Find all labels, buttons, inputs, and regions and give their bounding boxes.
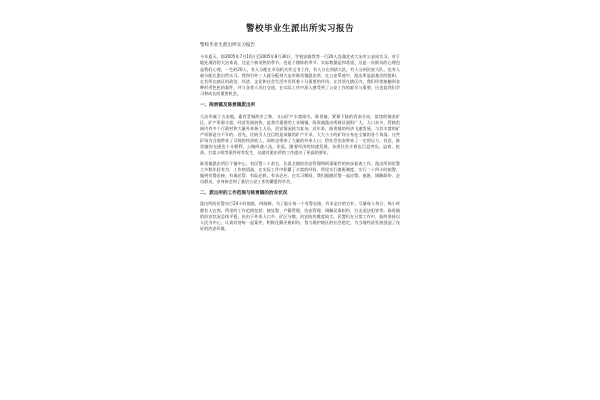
section-2-heading: 二、派出所的工作范围与陈贵镇的治安状况	[200, 191, 288, 197]
document-title: 警校毕业生派出所实习报告	[245, 24, 354, 34]
intro-paragraph: 今年夏天，即2005年7月10日至2005年8月30日，学校安排我等一行20人赴湖北省大冶市公安局实习。对于地处湘西的大冶来说，这是个极炎热的季节，也是个锤炼的季节。实际数据是和希望，这是一次极具的心理也是我们心理，一生的20人，有人分配在市局机关作文书工作，有人分在刑侦大队，有人分到治安大队，也有人被分配在派出所实习。我和另外三人就分配到大冶市陈贵镇派出所，在公安系统中，派出所是最基层的组织，在其所在辖区的政治、经济、文化和社会生活中发挥着十分重要的作用。在其所在辖区内，我们经常接触到各种形形色色的案件，并与各类人员打交道，在实际工作中深入感受到了公安工作的艰辛与重要，这也是我们学习和成长的重要机会。	[200, 54, 400, 97]
section-1-heading: 一、陈贵镇及陈贵镇派出所	[200, 103, 256, 109]
document-body	[200, 22, 400, 236]
document-subtitle: 警校毕业生派出所实习报告	[200, 43, 256, 48]
section-1-paragraph: 大冶市属于古冶地，素有青铜故乡之称，又以矿产丰富闻名。陈贵镇，紧靠下陆的西南方向，富饶的铜金矿区，矿产资源丰富，经济发展较快，是我市重要的工业城镇。陈贵镇派出所辖区面积广大，人口众多，管辖范围内有多个行政村和大量外来务工人员，治安情况较为复杂。近年来，陈贵镇的经济飞速发展，与其丰富的矿产资源是分不开的。首先，比较引人注目的是该镇的矿产开采，大大小小的矿场分布在全镇的各个角落。这些矿场为当地带来了可观的经济收入，同时也带来了大量的外来人口，给社会治安带来了一定的压力。其次，陈贵镇的交通也十分便利，公路四通八达。但是，随着经济的快速发展，各类社会矛盾也日益突出，盗窃、抢劫、打架斗殴等案件时有发生，这就对派出所的工作提出了更高的要求。	[200, 113, 400, 156]
section-1-paragraph: 陈贵镇派出所位于镇中心，有民警二十余名，负责全镇的治安管理和刑事案件的初步侦查工作。派出所的民警大多数年轻有为，工作热情高，在实际工作中积累了丰富的经验。所里实行值班制度，实行二十四小时接警，做到有警必接、有难必帮、有险必救、有求必应。在实习期间，我们跟随民警一起出警、值班、调解纠纷、走访群众，亲身体会到了基层公安工作的繁重和辛苦。	[200, 160, 400, 185]
section-2-paragraph: 派出所的民警实行24小时值班，四班制，为了能让每一个有警必接、有求必应的方针，尽量每人每日、每小时都有人在岗。所里的工作范围包括：接处警、户籍管理、治安管理、调解民事纠纷、打击违法犯罪等。陈贵镇的治安状况总体平稳，但由于外来人口多、矿区分散，治安防控难度较大。民警们在日常工作中，始终坚持以人民为中心，认真对待每一起案件，积极化解矛盾纠纷，努力维护辖区的社会稳定，为当地经济发展创造了良好的治安环境。	[200, 201, 400, 232]
